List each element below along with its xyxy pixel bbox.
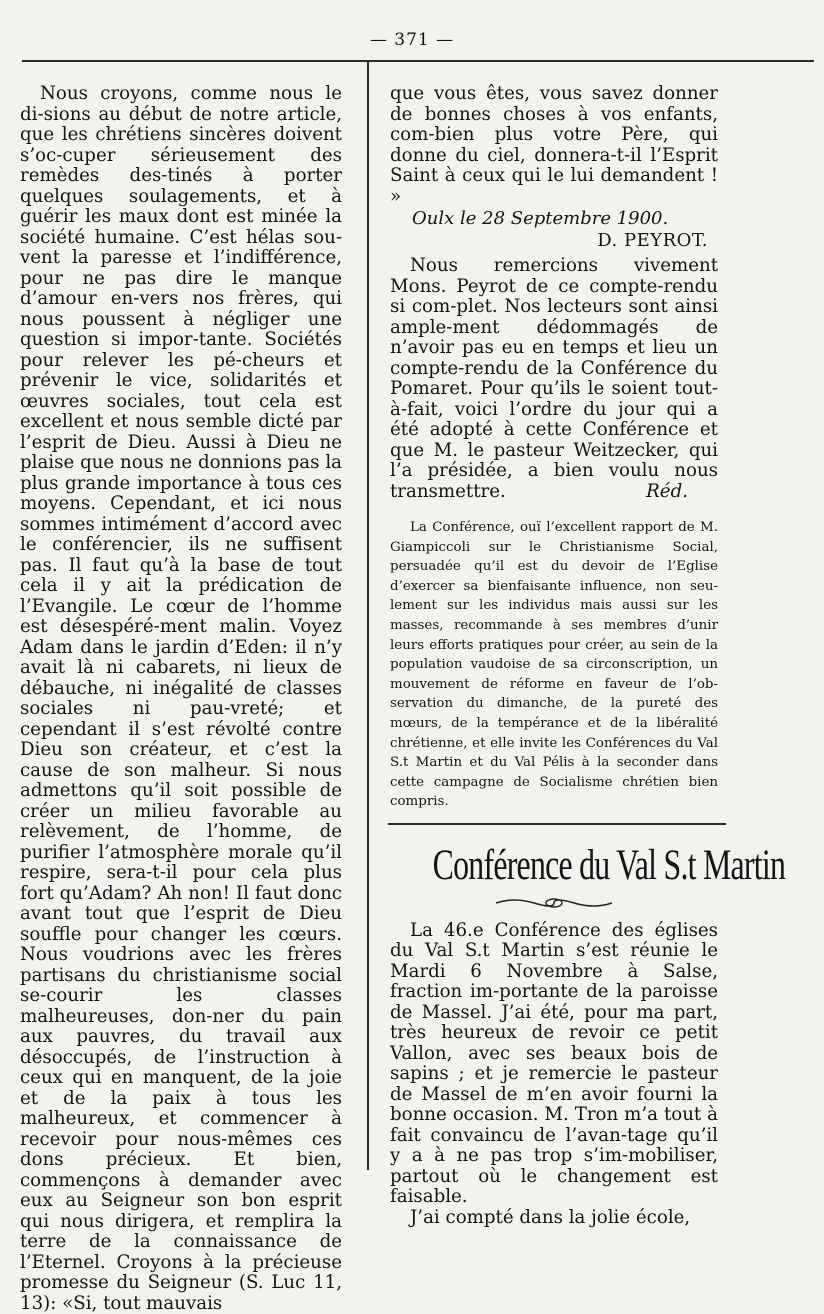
section-paragraph-continuation: J’ai compté dans la jolie école,	[410, 1206, 691, 1228]
section-paragraph: La 46.e Conférence des églises du Val S.t Martin s’est réunie le Mardi 6 Novembre à Salse, fraction im-portante de la paroisse de Massel. J’ai été, pour ma part, très heureux de revoir ce petit Vallon, avec ses beaux bois de sapins ; et je remercie le pasteur de Massel de m’en avoir fourni la bonne occasion. M. Tron m’a tout à fait convaincu de l’avan-tage qu’il y a à ne pas trop s’im-mobiliser, partout où le changement est faisable.	[390, 919, 718, 1208]
section-rule	[388, 823, 726, 825]
thanks-text: Nous remercions vivement Mons. Peyrot de ce compte-rendu si com-plet. Nos lecteurs sont ainsi ample-ment dédommagés de n’avoir pas eu en temps et lieu un compte-rendu de la Conférence du Pomaret. Pour qu’ils le soient tout-à-fait, voici l’ordre du jour qui a été adopté à cette Conférence et que M. le pasteur Weitzecker, qui l’a présidée, a bien voulu nous transmettre.	[390, 255, 718, 502]
quote-continuation: que vous êtes, vous savez donner de bonnes choses à vos enfants, com-bien plus votre Père, qui donne du ciel, donnera-t-il l’Esprit Saint à ceux qui le lui demandent ! »	[390, 83, 718, 207]
editor-signature: Réd.	[646, 480, 688, 502]
thanks-paragraph	[390, 256, 718, 502]
right-column	[390, 83, 786, 1228]
signature-name: D. PEYROT.	[597, 230, 708, 251]
resolution-text: La Conférence, ouï l’excellent rapport de M. Giampiccoli sur le Christianisme Social, persuadée qu’il est du devoir de l’Eglise d’exercer sa bienfaisante influence, non seu-lement sur les individus mais aussi sur les masses, recommande à ses membres d’unir leurs efforts pratiques pour créer, au sein de la population vaudoise de sa circonscription, un mouvement de réforme en faveur de l’ob-servation du dimanche, de la pureté des mœurs, de la tempérance et de la libéralité chrétienne, et elle invite les Conférences du Val S.t Martin et du Val Pélis à la seconder dans cette campagne de Socialisme chrétien bien compris.	[390, 520, 718, 810]
section-title: Conférence du Val S.t Martin	[432, 841, 786, 889]
body-paragraph: Nous croyons, comme nous le di-sions au début de notre article, que les chrétiens sincères doivent s’oc-cuper sérieusement des remèdes des-tinés à porter quelques soulagements, et à guérir les maux dont est minée la société humaine. C’est hélas sou-vent la paresse et l’indifférence, pour ne pas dire le manque d’amour en-vers nos frères, qui nous poussent à négliger une question si impor-tante. Sociétés pour relever les pé-cheurs et prévenir le vice, solidarités et œuvres sociales, tout cela est excellent et nous semble dicté par l’esprit de Dieu. Aussi à Dieu ne plaise que nous ne donnions pas la plus grande importance à tous ces moyens. Cependant, et ici nous sommes intimément d’accord avec le conférencier, ils ne suffisent pas. Il faut qu’à la base de tout cela il y ait la prédication de l’Evangile. Le cœur de l’homme est désespéré-ment malin. Voyez Adam dans le jardin d’Eden: il n’y avait là ni cabarets, ni lieux de débauche, ni inégalité de classes sociales ni pau-vreté; et cependant il s’est révolté contre Dieu son créateur, et c’est la cause de son malheur. Si nous admettons qu’il soit possible de créer un milieu favorable au relèvement, de l’homme, de purifier l’atmosphère morale qu’il respire, sera-t-il pour cela plus fort qu’Adam? Ah non! Il faut donc avant tout que l’esprit de Dieu souffle pour changer les cœurs. Nous voudrions avec les frères partisans du christianisme social se-courir les classes malheureuses, don-ner du pain aux pauvres, du travail aux désoccupés, de l’instruction à ceux qui en manquent, de la joie et de la paix à tous les malheureux, et commencer à recevoir pour nous-mêmes ces dons précieux. Et bien, commençons à demander avec eux au Seigneur son bon esprit qui nous dirigera, et remplira la terre de la connaissance de l’Eternel. Croyons à la précieuse promesse du Seigneur (S. Luc 11, 13): «Si, tout mauvais	[20, 83, 342, 1314]
signature-date: Oulx le 28 Septembre 1900.	[412, 208, 669, 229]
header-rule	[22, 60, 814, 62]
left-column	[20, 84, 342, 1314]
column-divider	[367, 62, 369, 1170]
ornament-icon	[494, 895, 614, 911]
page-number: — 371 —	[369, 30, 455, 50]
